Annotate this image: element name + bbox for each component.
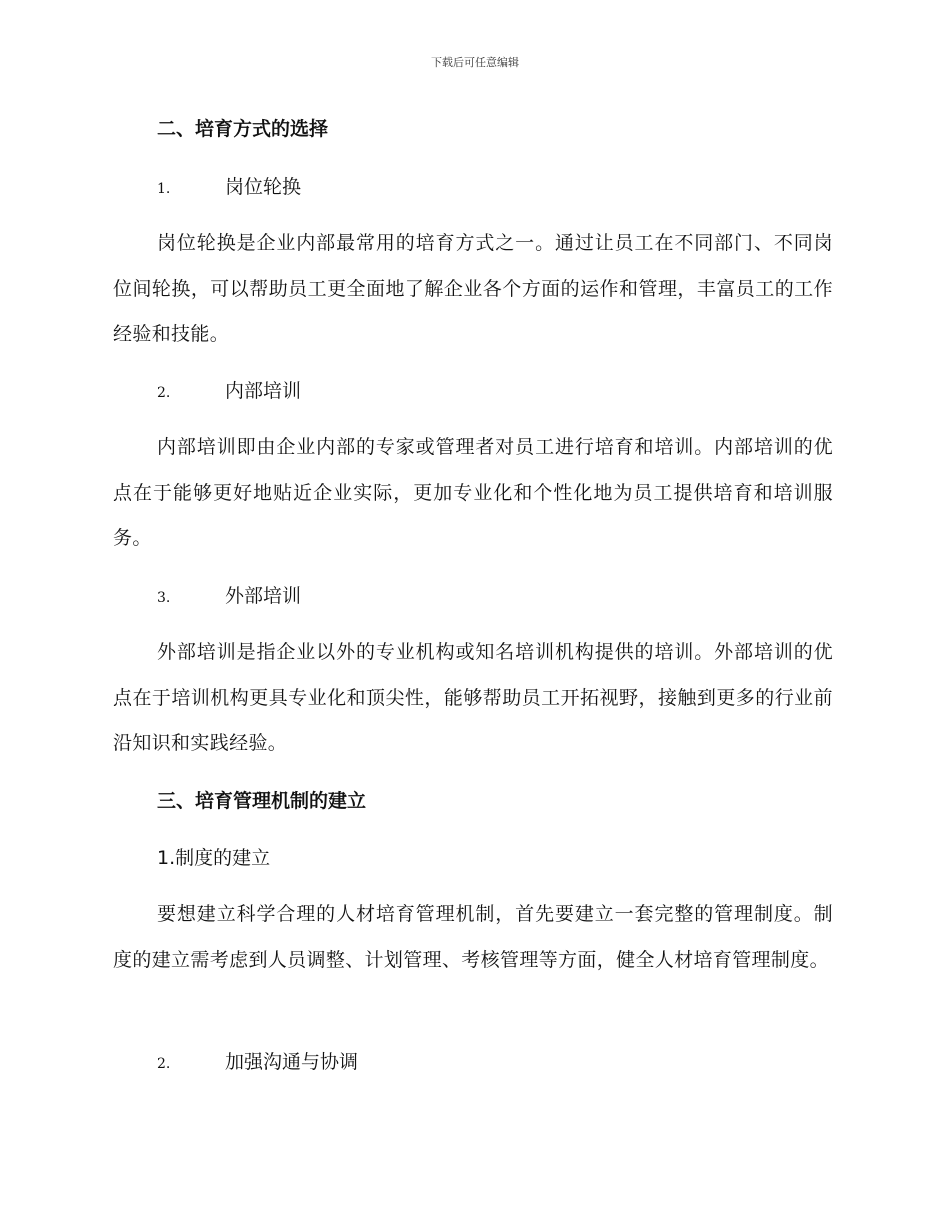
list-number: 2. xyxy=(157,385,171,401)
paragraph-system: 要想建立科学合理的人材培育管理机制，首先要建立一套完整的管理制度。制度的建立需考虑到人员调整、计划管理、考核管理等方面，健全人材培育管理制度。 xyxy=(113,903,833,971)
list-number: 1. xyxy=(157,181,171,197)
list-item-job-rotation xyxy=(113,173,877,203)
sub-heading-system: 1.制度的建立 xyxy=(157,847,271,869)
list-item-communication xyxy=(113,1048,877,1078)
list-item-title: 岗位轮换 xyxy=(225,176,302,198)
list-item-internal-training xyxy=(113,377,877,407)
section-heading-2: 二、培育方式的选择 xyxy=(157,118,329,140)
list-number: 2. xyxy=(157,1056,171,1072)
paragraph-internal-training: 内部培训即由企业内部的专家或管理者对员工进行培育和培训。内部培训的优点在于能够更好地贴近企业实际，更加专业化和个性化地为员工提供培育和培训服务。 xyxy=(113,436,833,549)
list-item-title: 内部培训 xyxy=(225,380,302,402)
list-item-title: 加强沟通与协调 xyxy=(225,1051,359,1073)
header-note: 下载后可任意编辑 xyxy=(431,56,519,69)
paragraph-job-rotation: 岗位轮换是企业内部最常用的培育方式之一。通过让员工在不同部门、不同岗位间轮换，可以帮助员工更全面地了解企业各个方面的运作和管理，丰富员工的工作经验和技能。 xyxy=(113,232,833,345)
list-item-external-training xyxy=(113,582,877,612)
paragraph-external-training: 外部培训是指企业以外的专业机构或知名培训机构提供的培训。外部培训的优点在于培训机构更具专业化和顶尖性，能够帮助员工开拓视野，接触到更多的行业前沿知识和实践经验。 xyxy=(113,641,833,754)
list-item-title: 外部培训 xyxy=(225,585,302,607)
list-number: 3. xyxy=(157,590,171,606)
section-heading-3: 三、培育管理机制的建立 xyxy=(157,790,367,812)
